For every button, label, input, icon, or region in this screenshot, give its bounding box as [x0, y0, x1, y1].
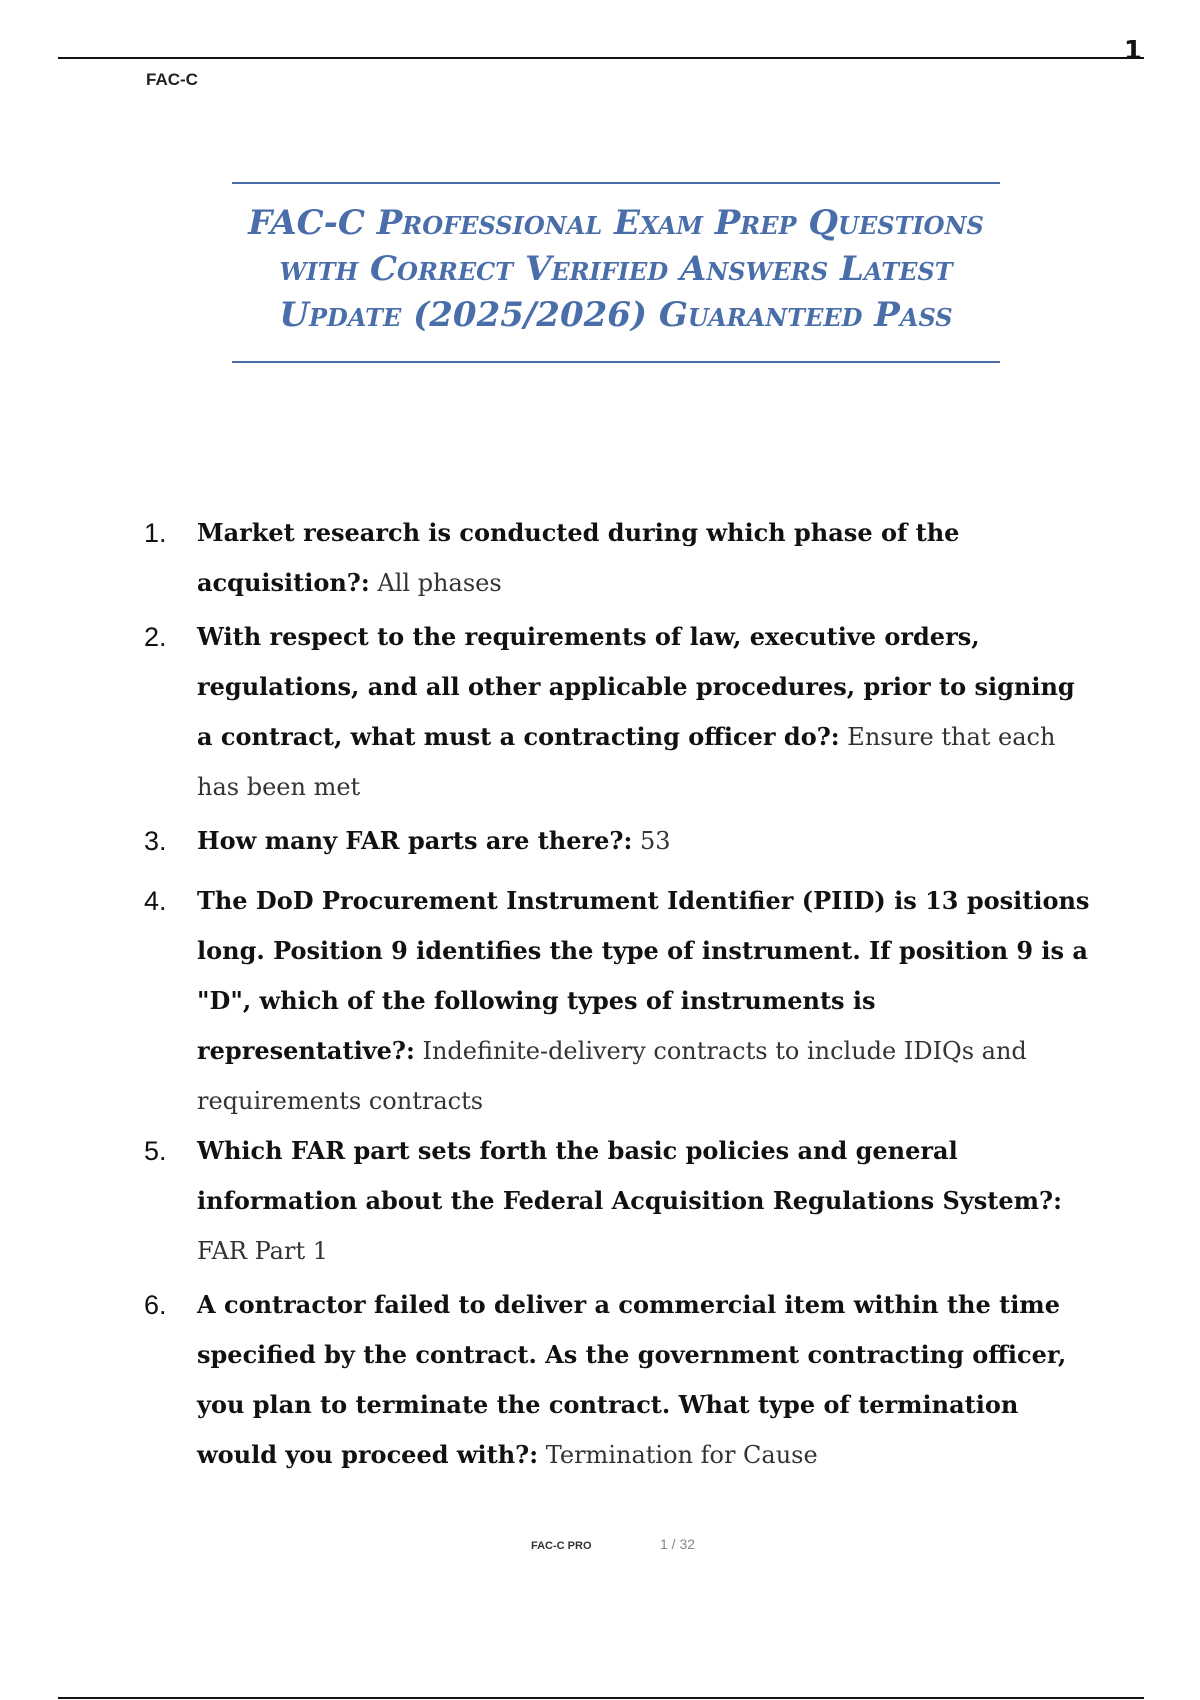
- bottom-rule: [58, 1697, 1144, 1699]
- page-number: 1: [1123, 36, 1142, 66]
- question-number: 2.: [144, 622, 167, 652]
- footer-pagination: 1 / 32: [660, 1536, 696, 1552]
- answer-text: Termination for Cause: [545, 1441, 818, 1469]
- question-item: [140, 1126, 1090, 1276]
- question-number: 5.: [144, 1136, 167, 1166]
- question-text: A contractor failed to deliver a commercial item within the time specified by the contract. As the government contracting officer, you plan to terminate the contract. What type of termination would you proceed with?:: [197, 1290, 1067, 1469]
- answer-text: 53: [639, 827, 671, 855]
- question-number: 4.: [144, 886, 167, 916]
- question-item: [140, 876, 1090, 1126]
- header-rule: [58, 57, 1144, 59]
- question-number: 6.: [144, 1290, 167, 1320]
- header-label: FAC-C: [146, 70, 198, 89]
- question-text: Which FAR part sets forth the basic policies and general information about the Federal Acquisition Regulations System?:: [197, 1136, 1062, 1215]
- question-text: The DoD Procurement Instrument Identifier (PIID) is 13 positions long. Position 9 identifies the type of instrument. If position 9 is a "D", which of the following types of instruments is representative?:: [197, 886, 1090, 1065]
- question-item: [140, 1280, 1090, 1480]
- question-number: 3.: [144, 826, 167, 856]
- answer-text: All phases: [377, 569, 502, 597]
- question-text: Market research is conducted during which phase of the acquisition?:: [197, 518, 960, 597]
- question-item: [140, 508, 1090, 608]
- question-text: With respect to the requirements of law, executive orders, regulations, and all other applicable procedures, prior to signing a contract, what must a contracting officer do?:: [197, 622, 1075, 751]
- title-bottom-rule: [232, 361, 1000, 363]
- question-number: 1.: [144, 518, 167, 548]
- question-text: How many FAR parts are there?:: [197, 826, 633, 855]
- answer-text: Ensure that each has been met: [197, 723, 1056, 801]
- question-item: [140, 816, 1090, 866]
- question-list: [140, 508, 1090, 1480]
- answer-text: FAR Part 1: [197, 1237, 328, 1265]
- question-item: [140, 612, 1090, 812]
- title-top-rule: [232, 182, 1000, 184]
- document-title: FAC-C Professional Exam Prep Questions with Correct Verified Answers Latest Update (2025/2026) Guaranteed Pass: [248, 203, 984, 335]
- answer-text: Indefinite-delivery contracts to include IDIQs and requirements contracts: [197, 1037, 1027, 1115]
- footer-label: FAC-C PRO: [531, 1540, 592, 1552]
